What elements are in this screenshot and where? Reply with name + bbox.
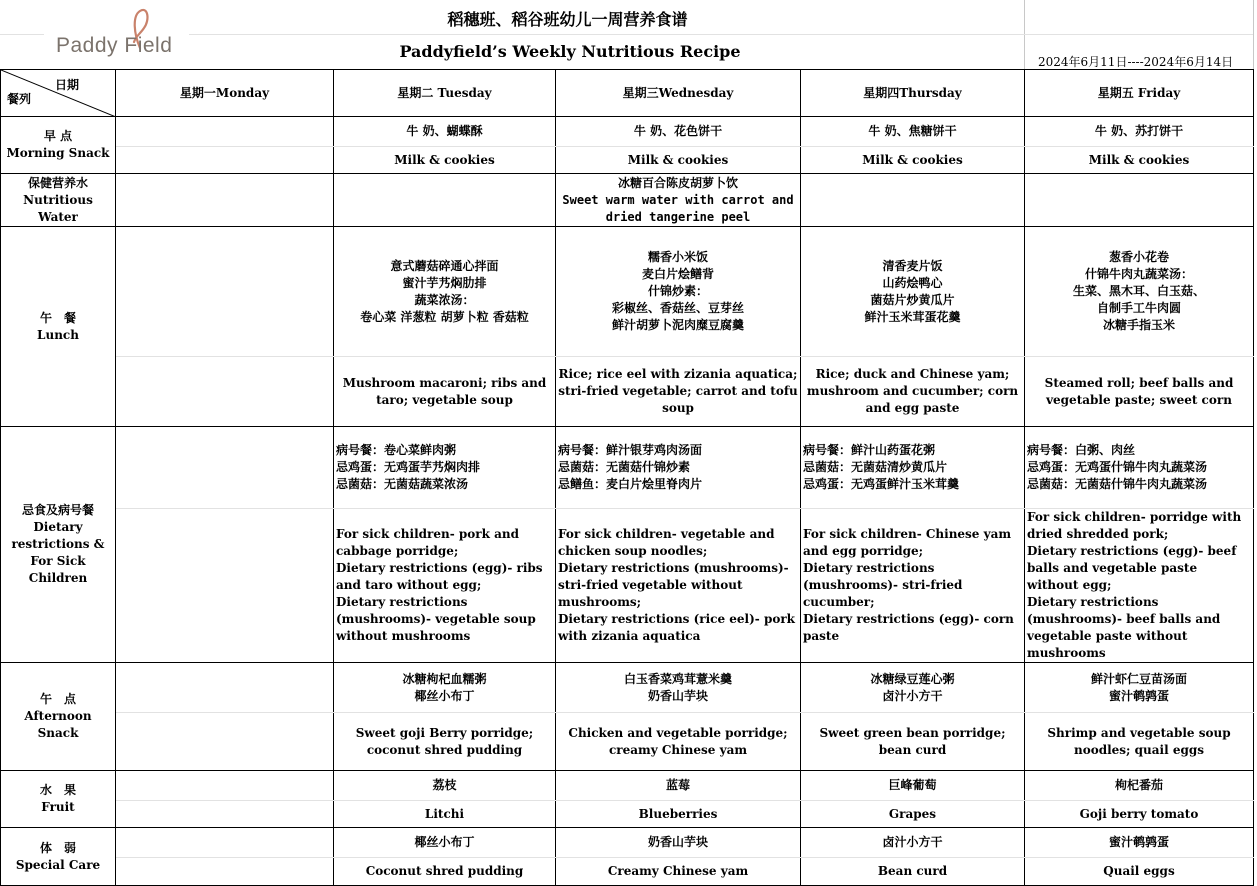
header-rule xyxy=(189,34,1253,35)
menu-cell xyxy=(116,713,334,771)
menu-cell: 牛 奶、花色饼干 xyxy=(556,117,801,147)
table-header-row xyxy=(1,70,1254,117)
row-label-cn: 保健营养水 xyxy=(27,175,88,190)
menu-cell: Coconut shred pudding xyxy=(334,858,556,886)
row-label-en: Special Care xyxy=(15,857,101,872)
menu-cell: Shrimp and vegetable soup noodles; quail eggs xyxy=(1025,713,1254,771)
menu-cell: Chicken and vegetable porridge; creamy Chinese yam xyxy=(556,713,801,771)
menu-cell xyxy=(116,227,334,357)
page-title-en: Paddyfield’s Weekly Nutritious Recipe xyxy=(399,42,741,61)
menu-cell: 葱香小花卷 什锦牛肉丸蔬菜汤： 生菜、黑木耳、白玉菇、 自制手工牛肉圆 冰糖手指玉米 xyxy=(1025,227,1254,357)
menu-cell: Sweet goji Berry porridge; coconut shred pudding xyxy=(334,713,556,771)
menu-cell: For sick children- vegetable and chicken soup noodles; Dietary restrictions (mushrooms)- stri-fried vegetable without mushrooms; Dietary restrictions (rice eel)- pork with zizania aquatica xyxy=(556,509,801,663)
menu-table xyxy=(0,69,1254,886)
row-label-en: Afternoon Snack xyxy=(24,709,92,740)
menu-cell xyxy=(116,663,334,713)
menu-cell xyxy=(116,858,334,886)
menu-cell xyxy=(116,771,334,801)
table-row xyxy=(1,174,1254,227)
row-label-special-care xyxy=(1,828,116,886)
menu-cell: Bean curd xyxy=(801,858,1025,886)
logo-text: Paddy Field xyxy=(56,34,173,57)
table-row xyxy=(1,771,1254,801)
row-label-water xyxy=(1,174,116,227)
menu-cell: 冰糖绿豆莲心粥 卤汁小方干 xyxy=(801,663,1025,713)
menu-cell: 鲜汁虾仁豆苗汤面 蜜汁鹌鹑蛋 xyxy=(1025,663,1254,713)
header-divider xyxy=(1253,0,1254,69)
menu-cell: Blueberries xyxy=(556,801,801,828)
menu-cell: 卤汁小方干 xyxy=(801,828,1025,858)
menu-cell: Sweet green bean porridge; bean curd xyxy=(801,713,1025,771)
table-row xyxy=(1,801,1254,828)
menu-cell xyxy=(116,509,334,663)
row-label-dietary xyxy=(1,427,116,663)
table-row xyxy=(1,227,1254,357)
menu-cell: Mushroom macaroni; ribs and taro; vegetable soup xyxy=(334,357,556,427)
menu-cell: 冰糖百合陈皮胡萝卜饮 Sweet warm water with carrot and dried tangerine peel xyxy=(556,174,801,227)
corner-cell xyxy=(1,70,116,117)
menu-cell xyxy=(116,357,334,427)
menu-cell xyxy=(334,174,556,227)
menu-cell: 椰丝小布丁 xyxy=(334,828,556,858)
day-header: 星期五 Friday xyxy=(1025,70,1254,117)
day-header: 星期四Thursday xyxy=(801,70,1025,117)
menu-cell: 病号餐：卷心菜鲜肉粥 忌鸡蛋：无鸡蛋芋艿焖肉排 忌菌菇：无菌菇蔬菜浓汤 xyxy=(334,427,556,509)
menu-cell: For sick children- Chinese yam and egg porridge; Dietary restrictions (mushrooms)- stri-fried cucumber; Dietary restrictions (egg)- corn paste xyxy=(801,509,1025,663)
page-title-cn: 稻穗班、稻谷班幼儿一周营养食谱 xyxy=(447,10,688,29)
menu-cell: 牛 奶、焦糖饼干 xyxy=(801,117,1025,147)
row-label-cn: 午 餐 xyxy=(39,310,76,325)
day-header: 星期三Wednesday xyxy=(556,70,801,117)
row-label-cn: 早 点 xyxy=(43,129,73,143)
menu-cell: 奶香山芋块 xyxy=(556,828,801,858)
menu-cell: Milk & cookies xyxy=(801,147,1025,174)
menu-cell: 蜜汁鹌鹑蛋 xyxy=(1025,828,1254,858)
menu-cell: 牛 奶、苏打饼干 xyxy=(1025,117,1254,147)
table-row xyxy=(1,713,1254,771)
menu-cell: 白玉香菜鸡茸薏米羹 奶香山芋块 xyxy=(556,663,801,713)
menu-cell: Quail eggs xyxy=(1025,858,1254,886)
menu-cell: 枸杞番茄 xyxy=(1025,771,1254,801)
table-row xyxy=(1,427,1254,509)
menu-cell: 糯香小米饭 麦白片烩鳝背 什锦炒素： 彩椒丝、香菇丝、豆芽丝 鲜汁胡萝卜泥肉糜豆腐羹 xyxy=(556,227,801,357)
row-label-cn: 水 果 xyxy=(39,783,76,797)
menu-cell: 意式蘑菇碎通心拌面 蜜汁芋艿焖肋排 蔬菜浓汤： 卷心菜 洋葱粒 胡萝卜粒 香菇粒 xyxy=(334,227,556,357)
date-range: 2024年6月11日----2024年6月14日 xyxy=(1038,55,1234,69)
day-header: 星期一Monday xyxy=(116,70,334,117)
menu-cell: Steamed roll; beef balls and vegetable paste; sweet corn xyxy=(1025,357,1254,427)
page-header xyxy=(0,0,1257,69)
row-label-lunch xyxy=(1,227,116,427)
corner-meal-label: 餐列 xyxy=(7,92,32,106)
menu-cell: Grapes xyxy=(801,801,1025,828)
row-label-morning-snack xyxy=(1,117,116,174)
table-row xyxy=(1,357,1254,427)
table-row xyxy=(1,858,1254,886)
table-row xyxy=(1,828,1254,858)
menu-cell: 病号餐：鲜汁山药蛋花粥 忌菌菇：无菌菇清炒黄瓜片 忌鸡蛋：无鸡蛋鲜汁玉米茸羹 xyxy=(801,427,1025,509)
row-label-fruit xyxy=(1,771,116,828)
menu-cell: 冰糖枸杞血糯粥 椰丝小布丁 xyxy=(334,663,556,713)
row-label-en: Dietary restrictions & For Sick Children xyxy=(11,520,105,585)
menu-cell xyxy=(116,801,334,828)
row-label-en: Nutritious Water xyxy=(23,192,93,224)
menu-cell: Milk & cookies xyxy=(1025,147,1254,174)
menu-cell: 病号餐：鲜汁银芽鸡肉汤面 忌菌菇：无菌菇什锦炒素 忌鳝鱼：麦白片烩里脊肉片 xyxy=(556,427,801,509)
menu-cell: For sick children- pork and cabbage porridge; Dietary restrictions (egg)- ribs and taro without egg; Dietary restrictions (mushrooms)- vegetable soup without mushrooms xyxy=(334,509,556,663)
menu-cell xyxy=(1025,174,1254,227)
menu-cell: Milk & cookies xyxy=(556,147,801,174)
menu-cell: Goji berry tomato xyxy=(1025,801,1254,828)
menu-cell xyxy=(801,174,1025,227)
menu-cell: 蓝莓 xyxy=(556,771,801,801)
menu-cell: Litchi xyxy=(334,801,556,828)
menu-cell: For sick children- porridge with dried shredded pork; Dietary restrictions (egg)- beef balls and vegetable paste without egg; Dietary restrictions (mushrooms)- beef balls and vegetable paste without mushrooms xyxy=(1025,509,1254,663)
menu-cell: 病号餐：白粥、肉丝 忌鸡蛋：无鸡蛋什锦牛肉丸蔬菜汤 忌菌菇：无菌菇什锦牛肉丸蔬菜汤 xyxy=(1025,427,1254,509)
day-header: 星期二 Tuesday xyxy=(334,70,556,117)
header-rule xyxy=(0,34,44,35)
menu-cell xyxy=(116,117,334,147)
table-row xyxy=(1,663,1254,713)
menu-cell xyxy=(116,174,334,227)
row-label-cn: 体 弱 xyxy=(39,840,76,855)
menu-cell xyxy=(116,828,334,858)
menu-cell: 荔枝 xyxy=(334,771,556,801)
row-label-en: Lunch xyxy=(37,327,79,342)
table-row xyxy=(1,117,1254,147)
row-label-afternoon-snack xyxy=(1,663,116,771)
row-label-cn: 午 点 xyxy=(39,692,76,706)
row-label-en: Morning Snack xyxy=(6,146,110,160)
menu-cell: Milk & cookies xyxy=(334,147,556,174)
menu-cell: 巨峰葡萄 xyxy=(801,771,1025,801)
corner-date-label: 日期 xyxy=(54,78,79,92)
menu-cell: Creamy Chinese yam xyxy=(556,858,801,886)
row-label-en: Fruit xyxy=(41,800,75,814)
menu-cell: 清香麦片饭 山药烩鸭心 菌菇片炒黄瓜片 鲜汁玉米茸蛋花羹 xyxy=(801,227,1025,357)
menu-cell: 牛 奶、蝴蝶酥 xyxy=(334,117,556,147)
menu-cell xyxy=(116,147,334,174)
menu-cell: Rice; duck and Chinese yam; mushroom and cucumber; corn and egg paste xyxy=(801,357,1025,427)
menu-cell: Rice; rice eel with zizania aquatica; stri-fried vegetable; carrot and tofu soup xyxy=(556,357,801,427)
table-row xyxy=(1,509,1254,663)
row-label-cn: 忌食及病号餐 xyxy=(21,503,94,517)
table-row xyxy=(1,147,1254,174)
menu-cell xyxy=(116,427,334,509)
